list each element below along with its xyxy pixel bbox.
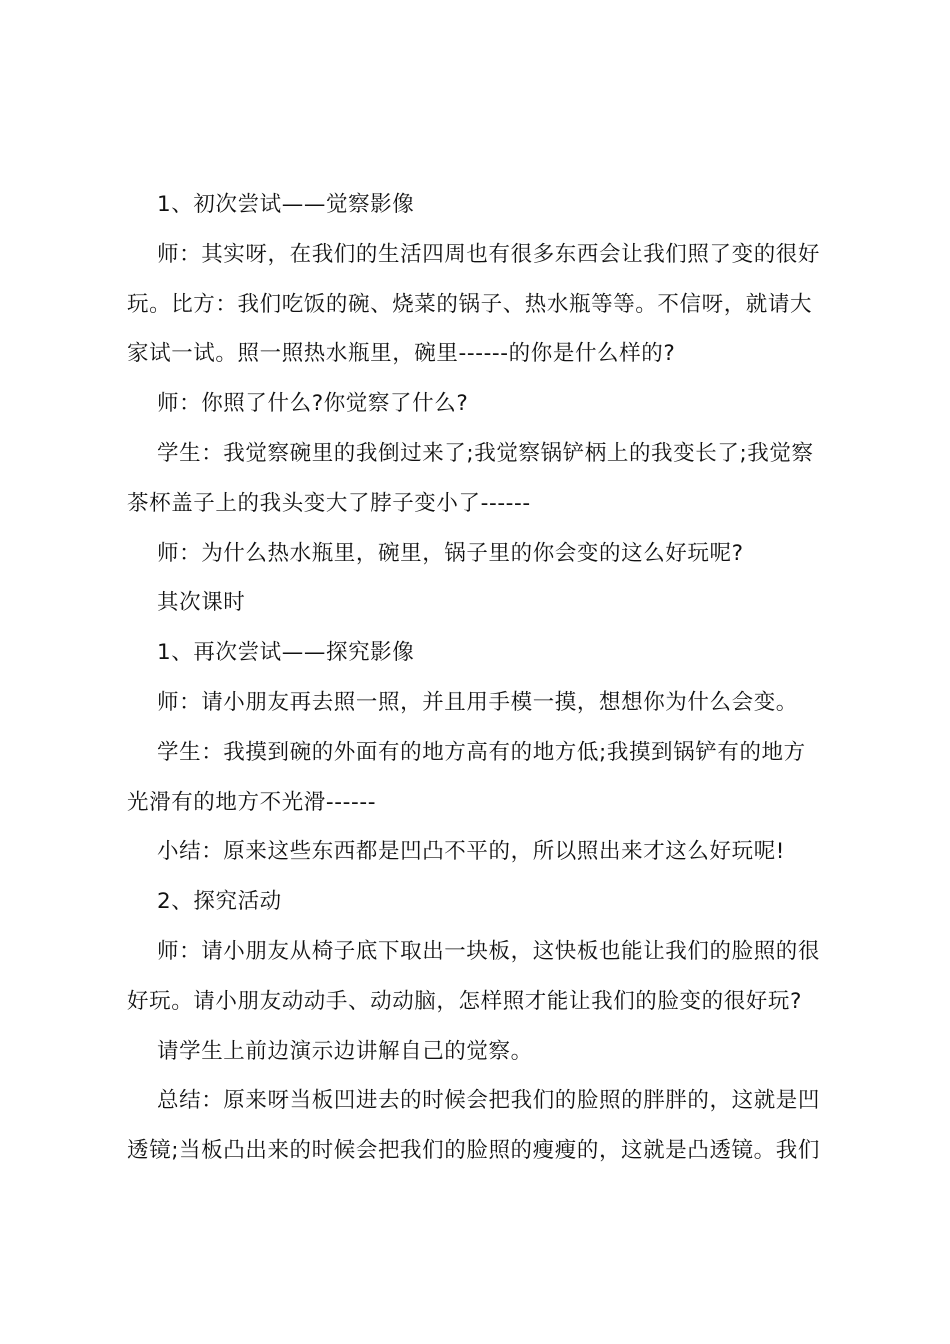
text-line: 光滑有的地方不光滑------: [127, 789, 377, 815]
text-line: 师：你照了什么?你觉察了什么?: [157, 391, 469, 417]
text-line: 学生：我觉察碗里的我倒过来了;我觉察锅铲柄上的我变长了;我觉察: [157, 440, 814, 466]
paragraph-heading-explore: [127, 877, 835, 927]
text-line: 师：请小朋友从椅子底下取出一块板，这快板也能让我们的脸照的很: [157, 938, 821, 964]
document-body: [127, 180, 835, 1176]
text-line: 家试一试。照一照热水瓶里，碗里------的你是什么样的?: [127, 341, 676, 367]
text-line: 总结：原来呀当板凹进去的时候会把我们的脸照的胖胖的，这就是凹: [157, 1088, 821, 1114]
text-line: 学生：我摸到碗的外面有的地方高有的地方低;我摸到锅铲有的地方: [157, 739, 806, 765]
text-line: 2、探究活动: [157, 889, 282, 915]
text-line: 玩。比方：我们吃饭的碗、烧菜的锅子、热水瓶等等。不信呀，就请大: [127, 291, 813, 317]
text-line: 好玩。请小朋友动动手、动动脑，怎样照才能让我们的脸变的很好玩?: [127, 988, 803, 1014]
text-line: 师：为什么热水瓶里，碗里，锅子里的你会变的这么好玩呢?: [157, 540, 744, 566]
text-line: 其次课时: [157, 590, 246, 616]
paragraph-student-touch: [127, 728, 835, 828]
text-line: 1、再次尝试——探究影像: [157, 640, 415, 666]
paragraph-teacher-board: [127, 927, 835, 1027]
paragraph-teacher-intro: [127, 230, 835, 379]
paragraph-teacher-question: [127, 379, 835, 429]
text-line: 师：请小朋友再去照一照，并且用手模一摸，想想你为什么会变。: [157, 689, 798, 715]
paragraph-teacher-touch: [127, 678, 835, 728]
paragraph-second-lesson: [127, 578, 835, 628]
paragraph-teacher-why: [127, 529, 835, 579]
text-line: 1、初次尝试——觉察影像: [157, 192, 415, 217]
text-line: 师：其实呀，在我们的生活四周也有很多东西会让我们照了变的很好: [157, 241, 821, 267]
text-line: 透镜;当板凸出来的时候会把我们的脸照的瘦瘦的，这就是凸透镜。我们: [127, 1138, 820, 1164]
paragraph-summary-uneven: [127, 827, 835, 877]
text-line: 茶杯盖子上的我头变大了脖子变小了------: [127, 490, 531, 516]
paragraph-student-answer: [127, 429, 835, 529]
text-line: 小结：原来这些东西都是凹凸不平的，所以照出来才这么好玩呢!: [157, 839, 786, 865]
paragraph-heading-first-attempt: [127, 180, 835, 230]
text-line: 请学生上前边演示边讲解自己的觉察。: [157, 1038, 533, 1064]
paragraph-student-demo: [127, 1027, 835, 1077]
paragraph-heading-second-attempt: [127, 628, 835, 678]
paragraph-conclusion-lens: [127, 1076, 835, 1176]
